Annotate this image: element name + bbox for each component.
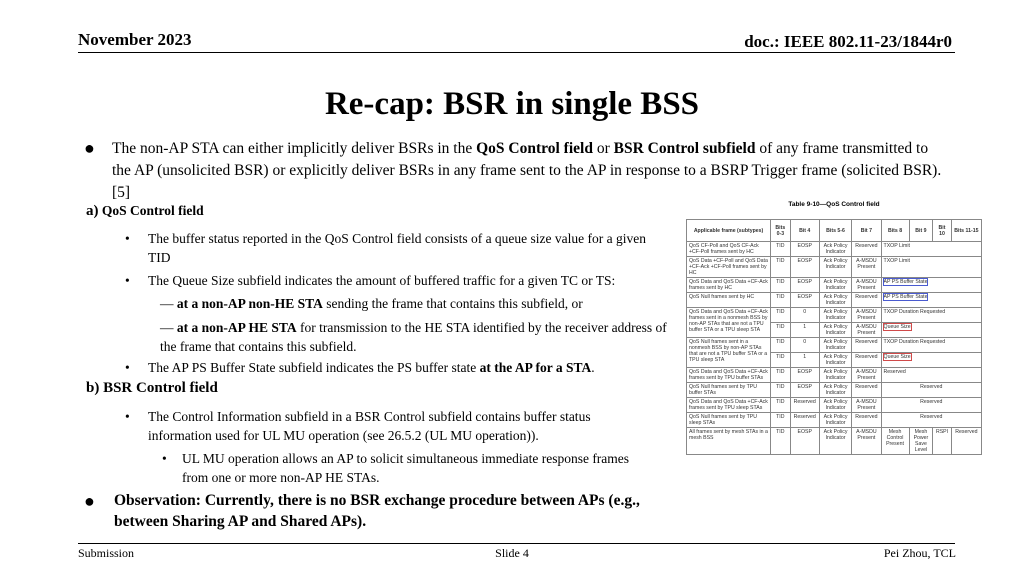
table-cell: A-MSDU Present: [852, 428, 881, 455]
table-caption: Table 9-10—QoS Control field: [788, 201, 880, 208]
table-cell: EOSP: [790, 278, 819, 293]
dash-item-1: — at a non-AP non-HE STA sending the frame that contains this subfield, or: [160, 296, 583, 311]
table-cell: Reserved: [852, 413, 881, 428]
table-cell: EOSP: [790, 383, 819, 398]
table-header-cell: Bits 8: [881, 220, 909, 242]
table-cell: QoS Null frames sent by HC: [687, 293, 771, 308]
table-cell: TXOP Limit: [881, 242, 981, 257]
bullet-dot: ●: [84, 491, 95, 511]
table-header-cell: Bit 9: [909, 220, 933, 242]
table-cell: Reserved: [790, 413, 819, 428]
section-a-bullet-1: The buffer status reported in the QoS Control field consists of a queue size value for a given TID: [148, 231, 646, 265]
table-cell: Mesh Control Present: [881, 428, 909, 455]
table-cell: EOSP: [790, 257, 819, 278]
table-cell: AP PS Buffer State: [881, 278, 981, 293]
table-cell: Queue Size: [881, 323, 981, 338]
section-a-label: a) QoS Control field: [86, 203, 204, 219]
table-cell: TID: [771, 257, 790, 278]
table-cell: Ack Policy Indicator: [819, 278, 851, 293]
table-cell: QoS CF-Poll and QoS CF-Ack +CF-Poll frames sent by HC: [687, 242, 771, 257]
table-cell: EOSP: [790, 293, 819, 308]
table-cell: Mesh Power Save Level: [909, 428, 933, 455]
table-cell: QoS Data and QoS Data +CF-Ack frames sent by HC: [687, 278, 771, 293]
section-a-bullet-2: The Queue Size subfield indicates the amount of buffered traffic for a given TC or TS:: [148, 273, 616, 288]
table-cell: EOSP: [790, 368, 819, 383]
table-cell: Ack Policy Indicator: [819, 353, 851, 368]
table-cell: Reserved: [852, 338, 881, 353]
table-row: [687, 413, 982, 428]
table-cell: Ack Policy Indicator: [819, 338, 851, 353]
table-header-cell: Bit 10: [933, 220, 951, 242]
footer-slide-number: Slide 4: [495, 546, 529, 560]
table-cell: Ack Policy Indicator: [819, 398, 851, 413]
table-cell: TID: [771, 293, 790, 308]
table-cell: Ack Policy Indicator: [819, 368, 851, 383]
table-cell: TID: [771, 353, 790, 368]
slide-title: Re-cap: BSR in single BSS: [324, 86, 700, 122]
table-cell: Reserved: [852, 353, 881, 368]
table-cell: TID: [771, 428, 790, 455]
table-cell: A-MSDU Present: [852, 323, 881, 338]
table-row: [687, 242, 982, 257]
table-row: [687, 368, 982, 383]
table-cell: TID: [771, 338, 790, 353]
table-cell: TID: [771, 278, 790, 293]
observation-text: Observation: Currently, there is no BSR exchange procedure between APs (e.g., between Sharing AP and Shared APs).: [114, 492, 640, 530]
table-cell: 1: [790, 353, 819, 368]
table-cell: TXOP Duration Requested: [881, 308, 981, 323]
table-cell: Reserved: [881, 398, 981, 413]
table-cell: 0: [790, 338, 819, 353]
table-cell: QoS Null frames sent in a nonmesh BSS by non-AP STAs that are not a TPU buffer STA or a TPU sleep STA: [687, 338, 771, 368]
bullet-marker: •: [162, 451, 167, 466]
table-cell: EOSP: [790, 242, 819, 257]
table-cell: TID: [771, 242, 790, 257]
table-cell: A-MSDU Present: [852, 368, 881, 383]
section-b-bullet-1: The Control Information subfield in a BSR Control subfield contains buffer status information used for UL MU operation (see 26.5.2 (UL MU operation)).: [148, 409, 591, 443]
footer-submission: Submission: [78, 546, 135, 560]
table-cell: 0: [790, 308, 819, 323]
table-cell: All frames sent by mesh STAs in a mesh BSS: [687, 428, 771, 455]
table-row: [687, 308, 982, 323]
table-cell: Reserved: [852, 383, 881, 398]
table-cell: QoS Null frames sent by TPU buffer STAs: [687, 383, 771, 398]
table-cell: A-MSDU Present: [852, 257, 881, 278]
table-cell: QoS Data +CF-Poll and QoS Data +CF-Ack +CF-Poll frames sent by HC: [687, 257, 771, 278]
table-cell: RSPI: [933, 428, 951, 455]
table-row: [687, 428, 982, 455]
table-cell: A-MSDU Present: [852, 308, 881, 323]
table-cell: 1: [790, 323, 819, 338]
table-row: [687, 338, 982, 353]
bullet-marker: •: [125, 360, 130, 375]
table-row: [687, 257, 982, 278]
table-cell: Ack Policy Indicator: [819, 257, 851, 278]
bullet-dot: ●: [84, 138, 95, 158]
table-cell: Ack Policy Indicator: [819, 242, 851, 257]
table-cell: Ack Policy Indicator: [819, 383, 851, 398]
table-header-cell: Bit 4: [790, 220, 819, 242]
table-row: [687, 278, 982, 293]
table-cell: Reserved: [790, 398, 819, 413]
table-row: [687, 293, 982, 308]
table-cell: EOSP: [790, 428, 819, 455]
table-cell: Ack Policy Indicator: [819, 428, 851, 455]
table-header-cell: Bits 0-3: [771, 220, 790, 242]
table-cell: TXOP Duration Requested: [881, 338, 981, 353]
table-cell: TID: [771, 323, 790, 338]
table-cell: TID: [771, 413, 790, 428]
table-cell: Reserved: [881, 368, 981, 383]
header-doc-id: doc.: IEEE 802.11-23/1844r0: [744, 32, 952, 51]
footer-author: Pei Zhou, TCL: [883, 546, 956, 560]
qos-control-table: [686, 219, 982, 455]
table-cell: TID: [771, 368, 790, 383]
intro-paragraph: The non-AP STA can either implicitly deliver BSRs in the QoS Control field or BSR Control subfield of any frame transmitted to the AP (unsolicited BSR) or explicitly deliver BSRs in any frame sent to the AP in response to a BSRP Trigger frame (solicited BSR). [5]: [112, 140, 942, 201]
table-cell: TID: [771, 383, 790, 398]
table-row: [687, 398, 982, 413]
table-cell: Reserved: [881, 413, 981, 428]
section-b-label: b) BSR Control field: [86, 380, 218, 396]
table-cell: A-MSDU Present: [852, 278, 881, 293]
table-row: [687, 383, 982, 398]
table-cell: TID: [771, 308, 790, 323]
bullet-marker: •: [125, 231, 130, 246]
table-cell: Ack Policy Indicator: [819, 323, 851, 338]
table-cell: QoS Data and QoS Data +CF-Ack frames sent by TPU sleep STAs: [687, 398, 771, 413]
table-cell: Reserved: [852, 293, 881, 308]
table-cell: Reserved: [852, 242, 881, 257]
table-cell: AP PS Buffer State: [881, 293, 981, 308]
table-cell: Reserved: [881, 383, 981, 398]
section-a-bullet-3: The AP PS Buffer State subfield indicates the PS buffer state at the AP for a STA.: [148, 360, 595, 375]
footer-divider: [78, 543, 955, 544]
table-cell: TID: [771, 398, 790, 413]
table-header-cell: Bits 5-6: [819, 220, 851, 242]
table-cell: Queue Size: [881, 353, 981, 368]
header-divider: [78, 52, 955, 53]
section-b-sub-bullet: UL MU operation allows an AP to solicit simultaneous immediate response frames from one or more non-AP HE STAs.: [182, 451, 630, 485]
table-cell: QoS Data and QoS Data +CF-Ack frames sent in a nonmesh BSS by non-AP STAs that are not a TPU buffer STA or a TPU sleep STA: [687, 308, 771, 338]
table-header-cell: Applicable frame (subtypes): [687, 220, 771, 242]
table-cell: Ack Policy Indicator: [819, 308, 851, 323]
bullet-marker: •: [125, 409, 130, 424]
table-header-cell: Bits 11-15: [951, 220, 981, 242]
table-cell: QoS Data and QoS Data +CF-Ack frames sent by TPU buffer STAs: [687, 368, 771, 383]
bullet-marker: •: [125, 273, 130, 288]
table-cell: TXOP Limit: [881, 257, 981, 278]
header-date: November 2023: [78, 30, 192, 49]
table-header-row: [687, 220, 982, 242]
table-cell: Reserved: [951, 428, 981, 455]
table-cell: Ack Policy Indicator: [819, 413, 851, 428]
table-cell: QoS Null frames sent by TPU sleep STAs: [687, 413, 771, 428]
table-header-cell: Bit 7: [852, 220, 881, 242]
table-cell: Ack Policy Indicator: [819, 293, 851, 308]
table-cell: A-MSDU Present: [852, 398, 881, 413]
dash-item-2: — at a non-AP HE STA for transmission to the HE STA identified by the receiver address of the frame that contains this subfield.: [160, 320, 667, 354]
